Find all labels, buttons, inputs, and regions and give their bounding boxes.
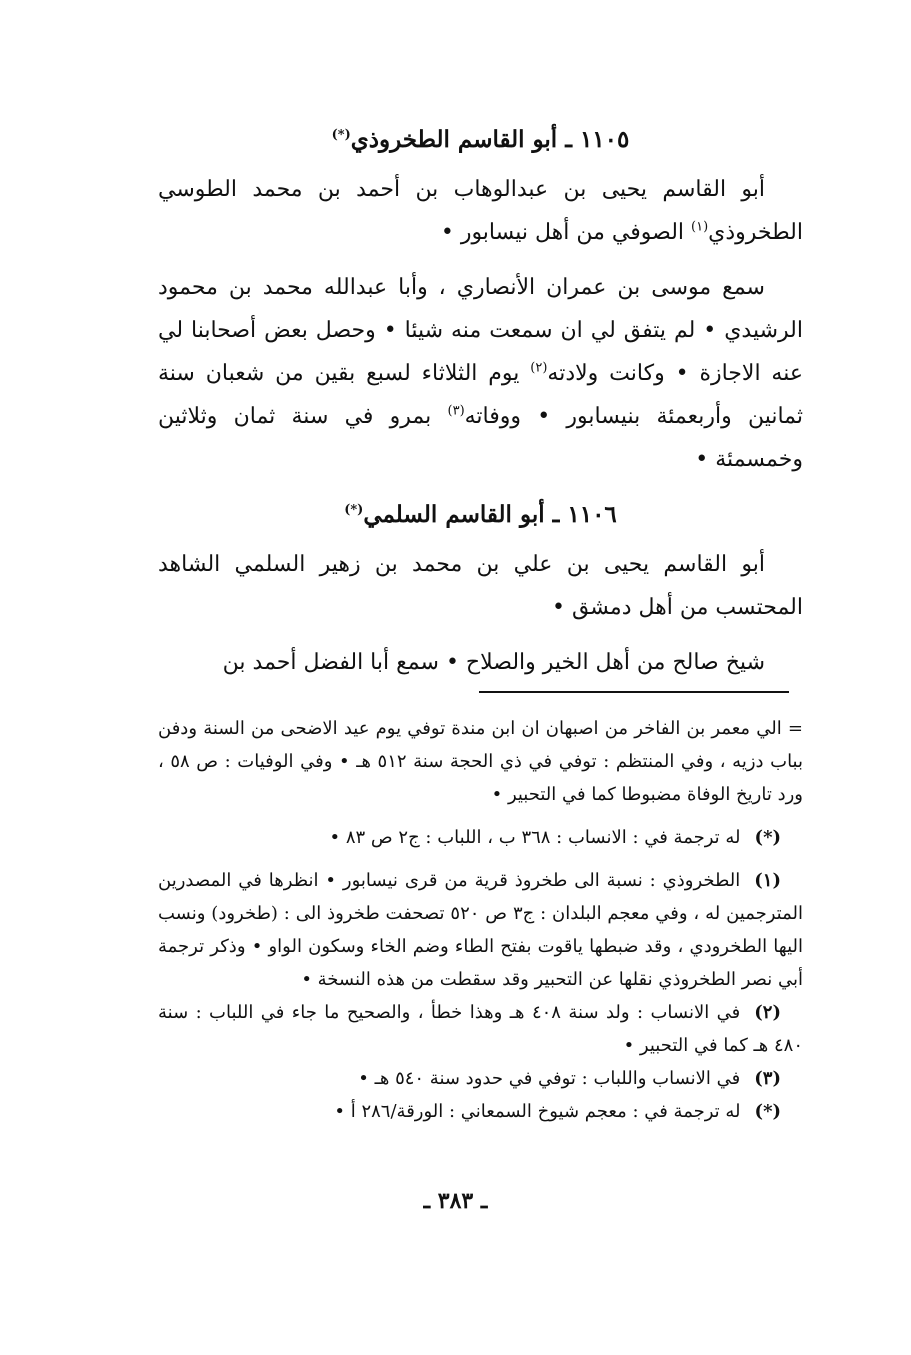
entry-1106-title-mark: (*) [344, 502, 364, 518]
footnote-2 [158, 996, 803, 1062]
main-text [158, 120, 803, 684]
footnote-1 [158, 864, 803, 996]
footnote-ref-2: (٢) [530, 360, 548, 376]
page-number: ـ ٣٨٣ ـ [423, 1188, 488, 1214]
entry-1105-p1-text-a: أبو القاسم يحيى بن عبدالوهاب بن أحمد بن محمد الطوسي الطخروذي [158, 177, 803, 245]
entry-1105-paragraph-1 [158, 168, 803, 254]
entry-1106-paragraph-1: أبو القاسم يحيى بن علي بن محمد بن زهير السلمي الشاهد المحتسب من أهل دمشق • [158, 552, 803, 620]
footnote-1-mark: (١) [754, 870, 781, 891]
footnote-continuation: = الي معمر بن الفاخر من اصبهان ان ابن مندة توفي يوم عيد الاضحى من السنة ودفن بباب دزيه ، وفي المنتظم : توفي في ذي الحجة سنة ٥١٢ هـ • وفي الوفيات : ص ٥٨ ، ورد تاريخ الوفاة مضبوطا كما في التحبير • [158, 718, 803, 805]
footnotes-section [158, 712, 803, 1128]
footnote-star-2-mark: (*) [754, 1101, 781, 1122]
entry-1105-p2-text-c: بمرو في سنة ثمان وثلاثين وخمسمئة • [158, 404, 803, 472]
footnote-2-text: في الانساب : ولد سنة ٤٠٨ هـ وهذا خطأ ، والصحيح ما جاء في اللباب : سنة ٤٨٠ هـ كما في التحبير • [158, 1002, 803, 1056]
entry-1105-p1-text-b: الصوفي من أهل نيسابور • [440, 220, 692, 245]
footnote-ref-1: (١) [691, 219, 709, 235]
footnote-3-mark: (٣) [754, 1068, 781, 1089]
footnote-3-text: في الانساب واللباب : توفي في حدود سنة ٥٤٠ هـ • [358, 1068, 741, 1089]
entry-1106-paragraph-2: شيخ صالح من أهل الخير والصلاح • سمع أبا الفضل أحمد بن [222, 650, 765, 675]
footnote-divider [479, 691, 789, 693]
footnote-star-1-text: له ترجمة في : الانساب : ٣٦٨ ب ، اللباب : ج٢ ص ٨٣ • [329, 827, 741, 848]
entry-1105-title [158, 120, 803, 160]
footnote-star-2 [158, 1095, 803, 1128]
footnote-2-mark: (٢) [754, 1002, 781, 1023]
footnote-star-1 [158, 821, 803, 854]
entry-1105-title-mark: (*) [331, 127, 351, 143]
footnote-1-text: الطخروذي : نسبة الى طخروذ قرية من قرى نيسابور • انظرها في المصدرين المترجمين له ، وفي معجم البلدان : ج٣ ص ٥٢٠ تصحفت طخروذ الى : (طخرود) ونسب اليها الطخرودي ، وقد ضبطها ياقوت بفتح الطاء وضم الخاء وسكون الواو • وذكر ترجمة أبي نصر الطخروذي نقلها عن التحبير وقد سقطت من هذه النسخة • [158, 870, 803, 990]
entry-1105-p2-text-a: سمع موسى بن عمران الأنصاري ، وأبا عبدالله محمد بن محمود الرشيدي • لم يتفق لي ان سمعت منه شيئا • وحصل بعض أصحابنا لي عنه الاجازة • وكانت ولادته [158, 275, 803, 386]
entry-1106-title-text: ١١٠٦ ـ أبو القاسم السلمي [363, 501, 617, 528]
footnote-ref-3: (٣) [447, 403, 465, 419]
entry-1105-title-text: ١١٠٥ ـ أبو القاسم الطخروذي [350, 126, 630, 153]
entry-1106-title [158, 495, 803, 535]
entry-1105-paragraph-2 [158, 266, 803, 481]
entry-1105-p2-text-b: يوم الثلاثاء لسبع بقين من شعبان سنة ثمانين وأربعمئة بنيسابور • ووفاته [158, 361, 804, 429]
footnote-star-2-text: له ترجمة في : معجم شيوخ السمعاني : الورقة/٢٨٦ أ • [334, 1101, 741, 1122]
footnote-star-1-mark: (*) [754, 827, 781, 848]
footnote-3 [158, 1062, 803, 1095]
